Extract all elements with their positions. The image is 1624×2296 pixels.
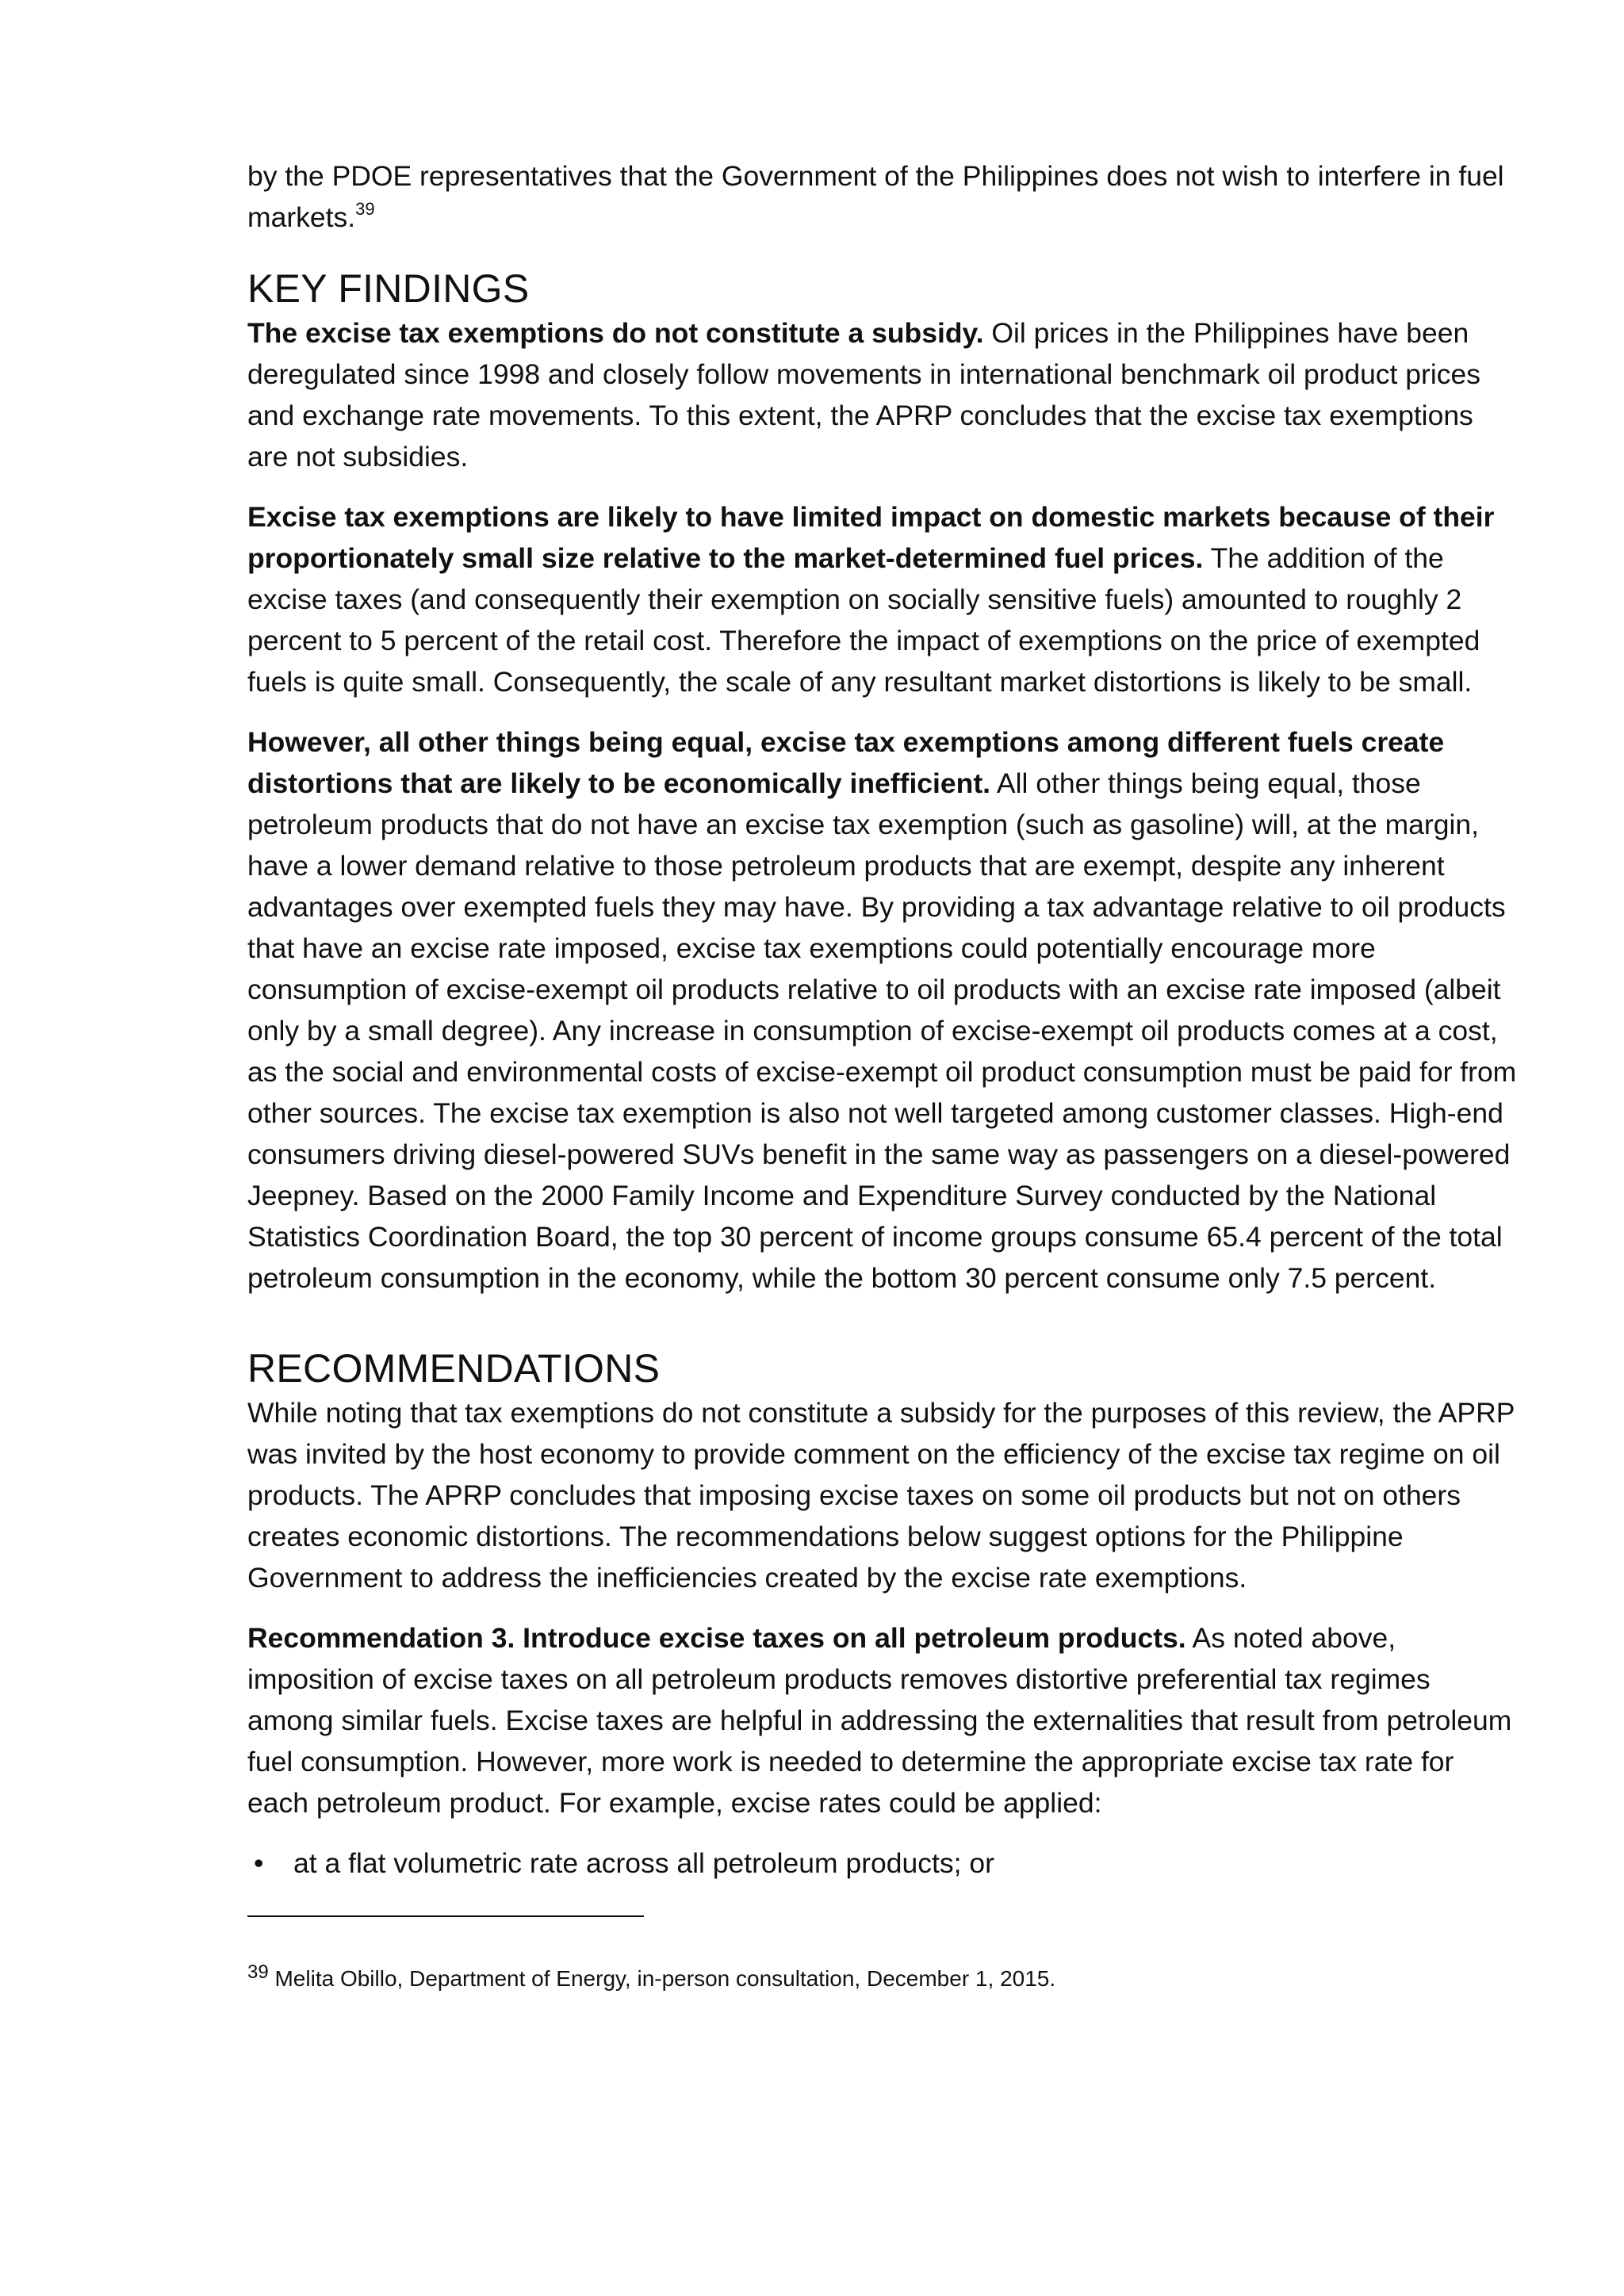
- finding-3-text: All other things being equal, those petroleum products that do not have an excise tax exemption (such as gasoline) will, at the margin, have a lower demand relative to those petroleum products that are exempt, despite any inherent advantages over exempted fuels they may have. By providing a tax advantage relative to oil products that have an excise rate imposed, excise tax exemptions could potentially encourage more consumption of excise-exempt oil products relative to oil products with an excise rate imposed (albeit only by a small degree). Any increase in consumption of excise-exempt oil products comes at a cost, as the social and environmental costs of excise-exempt oil product consumption must be paid for from other sources. The excise tax exemption is also not well targeted among customer classes. High-end consumers driving diesel-powered SUVs benefit in the same way as passengers on a diesel-powered Jeepney. Based on the 2000 Family Income and Expenditure Survey conducted by the National Statistics Coordination Board, the top 30 percent of income groups consume 65.4 percent of the total petroleum consumption in the economy, while the bottom 30 percent consume only 7.5 percent.: [247, 767, 1517, 1294]
- document-page: [247, 155, 1521, 1995]
- bullet-dot-icon: •: [254, 1847, 264, 1879]
- recommendation-3-text: As noted above, imposition of excise taxes on all petroleum products removes distortive preferential tax regimes among similar fuels. Excise taxes are helpful in addressing the externalities that result from petroleum fuel consumption. However, more work is needed to determine the appropriate excise tax rate for each petroleum product. For example, excise rates could be applied:: [247, 1622, 1512, 1819]
- finding-2-lead: Excise tax exemptions are likely to have limited impact on domestic markets because of their proportionately small size relative to the market-determined fuel prices.: [247, 501, 1495, 574]
- bullet-item: [247, 1843, 1521, 1884]
- intro-paragraph: [247, 155, 1521, 238]
- key-findings-heading: KEY FINDINGS: [247, 266, 530, 311]
- recommendation-3-paragraph: [247, 1617, 1521, 1823]
- finding-1-text: Oil prices in the Philippines have been deregulated since 1998 and closely follow movements in international benchmark oil product prices and exchange rate movements. To this extent, the APRP concludes that the excise tax exemptions are not subsidies.: [247, 317, 1480, 473]
- footnote-text: Melita Obillo, Department of Energy, in-person consultation, December 1, 2015.: [268, 1966, 1056, 1991]
- finding-paragraph-3: [247, 721, 1521, 1299]
- finding-paragraph-1: [247, 312, 1521, 477]
- intro-text: by the PDOE representatives that the Government of the Philippines does not wish to interfere in fuel markets.: [247, 160, 1504, 233]
- recommendations-heading: RECOMMENDATIONS: [247, 1346, 661, 1391]
- footnote-number: 39: [247, 1961, 269, 1983]
- finding-1-lead: The excise tax exemptions do not constitute a subsidy.: [247, 317, 984, 349]
- finding-paragraph-2: [247, 496, 1521, 702]
- finding-3-lead: However, all other things being equal, excise tax exemptions among different fuels create distortions that are likely to be economically inefficient.: [247, 726, 1445, 799]
- finding-2-text: The addition of the excise taxes (and consequently their exemption on socially sensitive fuels) amounted to roughly 2 percent to 5 percent of the retail cost. Therefore the impact of exemptions on the price of exempted fuels is quite small. Consequently, the scale of any resultant market distortions is likely to be small.: [247, 542, 1480, 698]
- footnote-divider: [247, 1915, 644, 1917]
- footnote: [247, 1963, 1521, 1995]
- recommendation-3-lead: Recommendation 3. Introduce excise taxes on all petroleum products.: [247, 1622, 1186, 1654]
- recommendations-intro: While noting that tax exemptions do not constitute a subsidy for the purposes of this review, the APRP was invited by the host economy to provide comment on the efficiency of the excise tax regime on oil products. The APRP concludes that imposing excise taxes on some oil products but not on others creates economic distortions. The recommendations below suggest options for the Philippine Government to address the inefficiencies created by the excise rate exemptions.: [247, 1397, 1515, 1594]
- bullet-text: at a flat volumetric rate across all petroleum products; or: [293, 1847, 994, 1879]
- footnote-ref[interactable]: 39: [355, 199, 375, 219]
